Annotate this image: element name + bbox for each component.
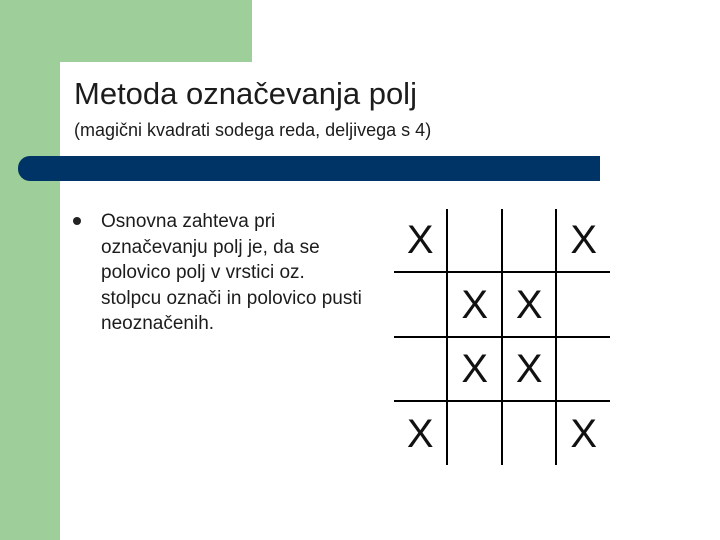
grid-row	[394, 272, 610, 337]
grid-cell: X	[502, 272, 557, 337]
magic-square-grid	[394, 209, 610, 465]
grid-row	[394, 337, 610, 402]
grid-cell	[556, 337, 610, 402]
grid-cell	[502, 209, 557, 272]
grid-cell	[394, 337, 447, 402]
grid-cell: X	[394, 401, 447, 465]
green-top-band	[0, 0, 252, 62]
grid-row	[394, 401, 610, 465]
slide-title: Metoda označevanja polj	[74, 76, 417, 111]
grid-cell: X	[447, 272, 502, 337]
grid-cell: X	[556, 209, 610, 272]
grid-cell	[447, 209, 502, 272]
grid-cell: X	[394, 209, 447, 272]
grid-cell	[502, 401, 557, 465]
grid-cell	[447, 401, 502, 465]
title-divider-bar	[18, 156, 600, 181]
grid-cell: X	[447, 337, 502, 402]
grid-cell	[394, 272, 447, 337]
bullet-text: Osnovna zahteva pri označevanju polj je, da se polovico polj v vrstici oz. stolpcu označi in polovico pusti neoznačenih.	[101, 211, 362, 334]
grid-cell: X	[502, 337, 557, 402]
bullet-icon	[73, 217, 81, 225]
grid-cell: X	[556, 401, 610, 465]
grid-cell	[556, 272, 610, 337]
slide-subtitle: (magični kvadrati sodega reda, deljivega s 4)	[74, 120, 432, 140]
grid-row	[394, 209, 610, 272]
green-side-band	[0, 0, 60, 540]
